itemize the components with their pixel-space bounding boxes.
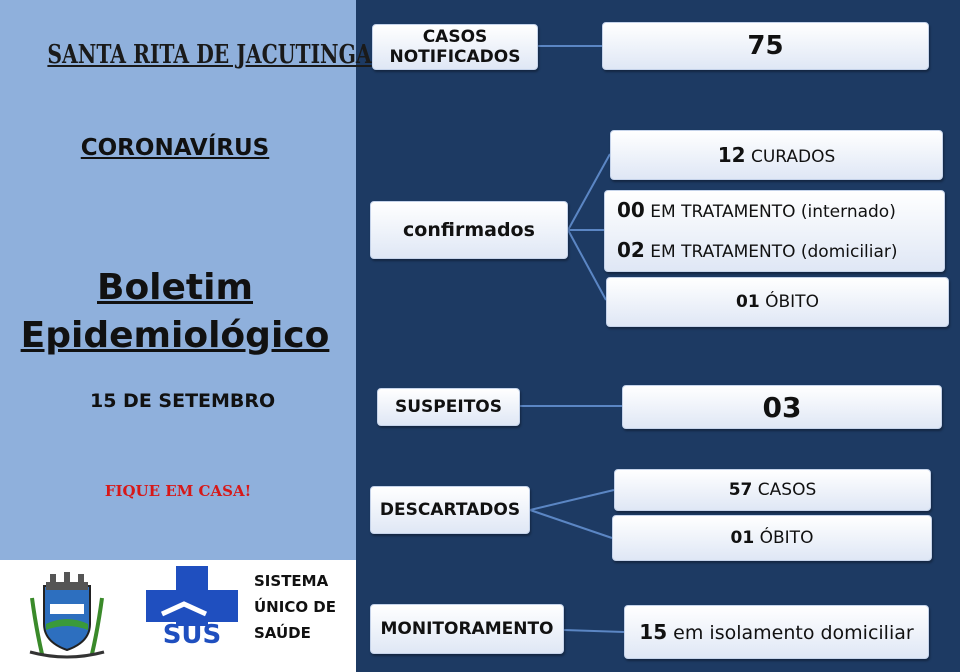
notificados-value-box [602,22,929,70]
line-monitoramento [564,630,624,632]
monitoramento-label-box [370,604,564,654]
confirmados-label-box [370,201,568,259]
notificados-label-line-1: CASOS [422,27,488,47]
topic-heading: CORONAVÍRUS [80,135,270,161]
confirmados-obito-text: ÓBITO [765,292,819,312]
sus-line-3: SAÚDE [254,624,311,642]
domiciliar-text: EM TRATAMENTO (domiciliar) [650,242,898,262]
line-casos [530,490,614,510]
descartados-casos-text: CASOS [757,480,817,500]
confirmados-label: confirmados [403,219,535,241]
suspeitos-label: SUSPEITOS [395,397,502,417]
sus-logo-text: SUS [162,620,222,650]
descartados-casos-box [614,469,931,511]
suspeitos-label-box [377,388,520,426]
descartados-obito-text: ÓBITO [759,528,814,548]
descartados-casos-count: 57 [728,480,753,500]
line-obito-descartado [530,510,612,538]
sus-line-2: ÚNICO DE [254,598,336,616]
monitoramento-label: MONITORAMENTO [380,619,554,639]
notificados-label-box [372,24,538,70]
notificados-value: 75 [747,31,784,61]
descartados-label: DESCARTADOS [379,500,521,520]
confirmados-obito-box [606,277,949,327]
line-obito [568,230,606,300]
curados-box [610,130,943,180]
suspeitos-value: 03 [762,390,802,424]
curados-text: CURADOS [750,147,836,167]
suspeitos-value-box [622,385,942,429]
descartados-label-box [370,486,530,534]
monitoramento-text: em isolamento domiciliar [673,622,914,644]
domiciliar-count: 02 [617,238,645,262]
internado-count: 00 [617,198,645,222]
title-line-1: Boletim [97,267,253,308]
curados-count: 12 [717,143,746,167]
stay-home-slogan: FIQUE EM CASA! [104,482,252,500]
city-name: SANTA RITA DE JACUTINGA [47,40,372,70]
monitoramento-count: 15 [639,620,668,644]
bulletin-date: 15 DE SETEMBRO [90,390,276,412]
sus-line-1: SISTEMA [254,572,329,590]
title-line-2: Epidemiológico [20,315,330,356]
tratamento-box [604,190,945,272]
internado-text: EM TRATAMENTO (internado) [650,202,896,222]
monitoramento-value-box [624,605,929,659]
descartados-obito-box [612,515,932,561]
descartados-obito-count: 01 [730,528,755,548]
confirmados-obito-count: 01 [736,292,760,312]
notificados-label-line-2: NOTIFICADOS [389,47,521,67]
